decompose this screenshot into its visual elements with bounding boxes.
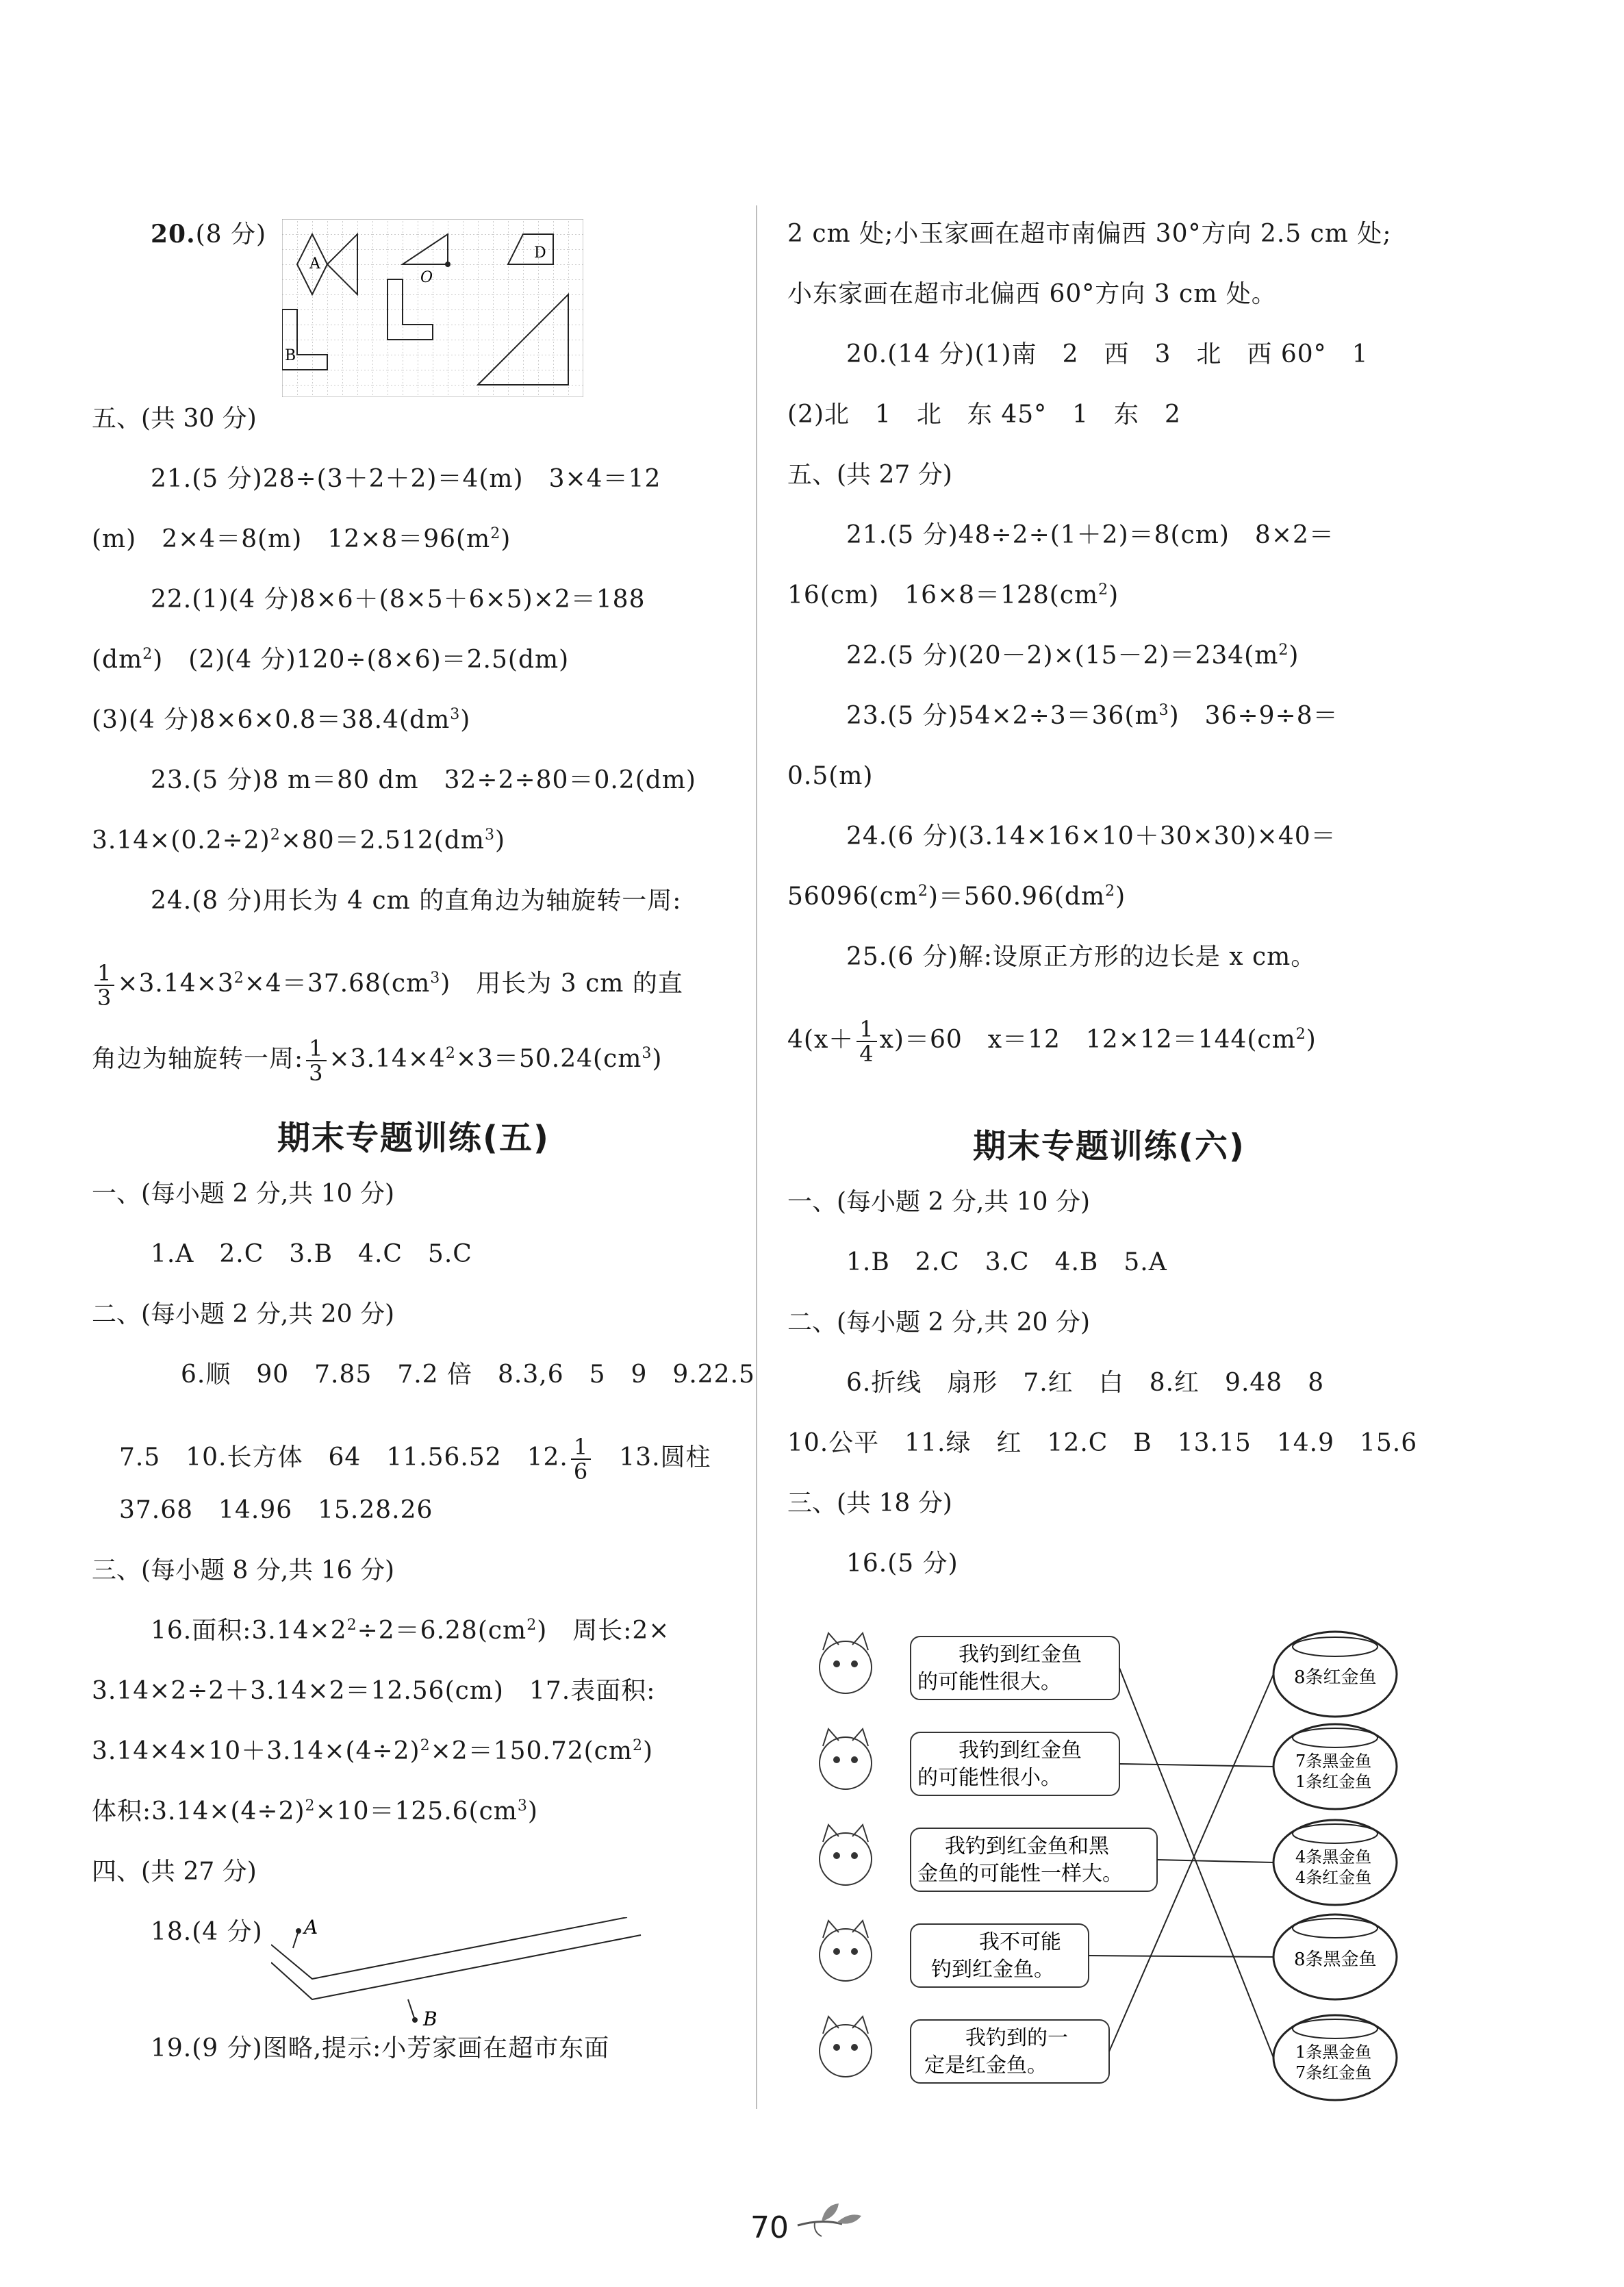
q20-row — [92, 219, 735, 404]
bowl-4 — [1273, 1915, 1397, 1999]
part-3-line2: 3.14×2÷2＋3.14×2＝12.56(cm) 17.表面积: — [92, 1677, 656, 1705]
fraction-one-quarter — [857, 1018, 876, 1065]
bowl-2-text1: 7条黑金鱼 — [1295, 1752, 1372, 1771]
q20-number: 20. — [151, 220, 196, 249]
fraction-one-third — [94, 961, 114, 1009]
bowl-5-text2: 7条红金鱼 — [1295, 2063, 1372, 2082]
q24-e: ×3.14×4 — [329, 1045, 446, 1073]
bowl-5-text1: 1条黑金鱼 — [1295, 2043, 1372, 2062]
q21-line1: 21.(5 分)28÷(3＋2＋2)＝4(m) 3×4＝12 — [151, 465, 661, 493]
right-column — [787, 219, 1431, 1609]
bowl-3-text1: 4条黑金鱼 — [1295, 1847, 1372, 1867]
q20-label-B: B — [284, 347, 296, 364]
part-3-heading: 三、(每小题 8 分,共 16 分) — [92, 1556, 395, 1584]
bowl-3 — [1273, 1820, 1397, 1905]
q18-label-B: B — [423, 2008, 438, 2027]
q22-line1: 22.(1)(4 分)8×6＋(8×5＋6×5)×2＝188 — [151, 585, 646, 614]
r-q22-text: 22.(5 分)(20－2)×(15－2)＝234(m — [846, 642, 1279, 670]
bowl-1 — [1273, 1632, 1397, 1717]
r-q23-b: ) 36÷9÷8＝ — [1169, 702, 1338, 730]
bowl-2-text2: 1条红金鱼 — [1295, 1772, 1372, 1791]
q22-part2: ) (2)(4 分)120÷(8×6)＝2.5(dm) — [153, 646, 570, 674]
r-part-2-line2: 10.公平 11.绿 红 12.C B 13.15 14.9 15.6 — [787, 1429, 1418, 1457]
q21-line2: (m) 2×4＝8(m) $12\times 8=96(m^2)$ — [92, 525, 511, 553]
r-q25-a: 4(x＋ — [787, 1026, 854, 1054]
bowl-1-text: 8条红金鱼 — [1294, 1667, 1377, 1688]
p3-g: ×10＝125.6(cm — [315, 1797, 518, 1825]
left-column — [92, 219, 755, 2094]
r-q16: 16.(5 分) — [846, 1550, 959, 1578]
speech-1-line1: 我钓到红金鱼 — [959, 1643, 1082, 1667]
kitten-row-5 — [820, 2017, 1109, 2083]
r-q21-1: 21.(5 分)48÷2÷(1＋2)＝8(cm) 8×2＝ — [846, 521, 1334, 549]
speech-4-line1: 我不可能 — [979, 1930, 1061, 1954]
r-q24-1: 24.(6 分)(3.14×16×10＋30×30)×40＝ — [846, 822, 1336, 850]
part-4-heading: 四、(共 27 分) — [92, 1858, 257, 1886]
q22-line3: (3)(4 分)$8\times 6\times 0.8=38.4(dm^3)$ — [92, 706, 471, 734]
column-divider — [756, 205, 757, 2109]
r-q24-b: )＝560.96(dm — [928, 883, 1106, 911]
frac-num: 1 — [306, 1037, 326, 1061]
q22-unit: (dm — [92, 646, 143, 674]
bowl-4-text: 8条黑金鱼 — [1294, 1949, 1377, 1970]
page-number: 70 — [750, 2210, 789, 2245]
section-title-5: 期末专题训练(五) — [277, 1119, 550, 1157]
r-part-2-line1: 6.折线 扇形 7.红 白 8.红 9.48 8 — [846, 1369, 1325, 1397]
r-q23-1: 23.(5 分)$54\times 2\div 3=36(m^3)$ 36÷9÷8＝ — [846, 702, 1338, 730]
r-q22: 22.(5 分)$(20-2)\times(15-2)=234(m^2)$ — [846, 642, 1299, 670]
section-title-6: 期末专题训练(六) — [973, 1127, 1245, 1165]
bowl-5 — [1273, 2015, 1397, 2100]
q22-line2: $(dm^2)$ (2)(4 分)120÷(8×6)＝2.5(dm) — [92, 646, 570, 674]
fraction-one-third-2 — [306, 1037, 326, 1085]
kitten-row-1 — [820, 1633, 1119, 1700]
q23-a: 3.14×(0.2÷2) — [92, 826, 270, 855]
r-q25-2: 4(x＋ $\frac{1}{4}$ x)＝60 x＝12 $12\times 12=144(cm^2)$ — [787, 1016, 1317, 1067]
r-q21-text: 16(cm) 16×8＝128(cm — [787, 581, 1099, 609]
part-1-answers: 1.A 2.C 3.B 4.C 5.C — [151, 1240, 472, 1268]
kitten-row-3 — [820, 1825, 1157, 1891]
r-q23-a: 23.(5 分)54×2÷3＝36(m — [846, 702, 1159, 730]
p3-f: 体积:3.14×(4÷2) — [92, 1797, 305, 1825]
speech-1-line2: 的可能性很大。 — [917, 1670, 1061, 1694]
r-part-1-answers: 1.B 2.C 3.C 4.B 5.A — [846, 1248, 1167, 1276]
frac-num: 1 — [571, 1435, 591, 1460]
q20-points: (8 分) — [195, 220, 267, 249]
speech-3-line1: 我钓到红金鱼和黑 — [945, 1834, 1109, 1858]
bowl-2 — [1273, 1724, 1397, 1809]
q20-grid-figure — [282, 219, 583, 397]
part-3-line1: 16.面积$:3.14\times 2^2\div 2=6.28(cm^2)$ 周长:2× — [151, 1617, 670, 1645]
part-2-heading: 二、(每小题 2 分,共 20 分) — [92, 1300, 395, 1328]
section-5-heading: 五、(共 30 分) — [92, 405, 257, 433]
q24-c: ) 用长为 3 cm 的直 — [440, 970, 683, 998]
q19-cont-2: 小东家画在超市北偏西 60°方向 3 cm 处。 — [787, 280, 1277, 308]
r-part-1-heading: 一、(每小题 2 分,共 10 分) — [787, 1188, 1091, 1216]
r-q24-2: $56096(cm^2)=560.96(dm^2)$ — [787, 883, 1126, 911]
q23-line2: $3.14\times(0.2\div 2)^2\times 80=2.512(dm^3)$ — [92, 826, 506, 855]
part-2-text2: 13.圆柱 — [619, 1443, 711, 1471]
speech-4-line2: 钓到红金鱼。 — [931, 1958, 1054, 1982]
q20-right-2: (2)北 1 北 东 45° 1 东 2 — [787, 401, 1181, 429]
p3-b: ÷2＝6.28(cm — [357, 1617, 527, 1645]
part-2-line2 — [92, 1420, 735, 1495]
r-q21-2: 16(cm) $16\times 8=128(cm^2)$ — [787, 581, 1119, 609]
part-3-line4: 体积$:3.14\times(4\div 2)^2\times 10=125.6(cm^3)$ — [92, 1797, 538, 1825]
frac-den: 4 — [859, 1041, 874, 1067]
frac-den: 6 — [573, 1458, 589, 1484]
part-2-line1: 6.顺 90 7.85 7.2 倍 8.3,6 5 9 9.22.5 — [181, 1361, 755, 1389]
p3-d: 3.14×4×10＋3.14×(4÷2) — [92, 1737, 420, 1765]
p3-c: ) 周长:2× — [537, 1617, 670, 1645]
q23-b: ×80＝2.512(dm — [280, 826, 485, 855]
kitten-row-2 — [820, 1729, 1119, 1795]
q18-figure — [271, 1917, 655, 2027]
q19-line: 19.(9 分)图略,提示:小芳家画在超市东面 — [151, 2034, 610, 2062]
q24-d: 角边为轴旋转一周: — [92, 1045, 304, 1073]
q24-line1: 24.(8 分)用长为 4 cm 的直角边为轴旋转一周: — [151, 887, 682, 915]
q19-cont-1: 2 cm 处;小玉家画在超市南偏西 30°方向 2.5 cm 处; — [787, 220, 1392, 248]
r-q25-1: 25.(6 分)解:设原正方形的边长是 x cm。 — [846, 943, 1317, 971]
bowl-3-text2: 4条红金鱼 — [1295, 1868, 1372, 1887]
q20-label-D: D — [533, 244, 547, 262]
q24-f: ×3＝50.24(cm — [455, 1045, 642, 1073]
speech-5-line2: 定是红金鱼。 — [924, 2054, 1048, 2077]
speech-2-line2: 的可能性很小。 — [917, 1766, 1061, 1790]
r-q25-b: x)＝60 x＝12 12×12＝144(cm — [879, 1026, 1296, 1054]
frac-den: 3 — [97, 985, 112, 1011]
q18-label-A: A — [304, 1917, 319, 1938]
q24-line2: $\frac{1}{3}$ $\times 3.14\times 3^2\times 4=37.68(cm^3)$ 用长为 3 cm 的直 — [92, 946, 735, 1022]
q23-line1: 23.(5 分)8 m＝80 dm 32÷2÷80＝0.2(dm) — [151, 766, 696, 794]
p3-a: 16.面积:3.14×2 — [151, 1617, 347, 1645]
q20-label-O: O — [420, 269, 433, 286]
q24-a: ×3.14×3 — [117, 970, 234, 998]
frac-num: 1 — [94, 961, 114, 986]
q18-number: 18.(4 分) — [151, 1918, 263, 1946]
speech-5-line1: 我钓到的一 — [965, 2026, 1068, 2050]
q24-line3: 角边为轴旋转一周: $\frac{1}{3}$ $\times 3.14\times 4^2\times 3=50.24(cm^3)$ — [92, 1035, 663, 1086]
p3-e: ×2＝150.72(cm — [430, 1737, 633, 1765]
q18-row — [92, 1917, 735, 2034]
fraction-one-sixth — [571, 1435, 591, 1483]
part-3-line3: $3.14\times 4\times 10+3.14\times(4\div 2)^2\times 2=150.72(cm^2)$ — [92, 1737, 654, 1765]
r-part-3-heading: 三、(共 18 分) — [787, 1489, 952, 1517]
q22-part3: (3)(4 分)8×6×0.8＝38.4(dm — [92, 706, 451, 734]
r-q23-2: 0.5(m) — [787, 762, 874, 790]
q20-right-1: 20.(14 分)(1)南 2 西 3 北 西 60° 1 — [846, 340, 1369, 368]
r-q24-a: 56096(cm — [787, 883, 918, 911]
part-2-text: 7.5 10.长方体 64 11.56.52 12. — [119, 1443, 568, 1471]
q24-b: ×4＝37.68(cm — [244, 970, 431, 998]
r-part-2-heading: 二、(每小题 2 分,共 20 分) — [787, 1309, 1091, 1337]
leaf-ornament-icon — [794, 2198, 870, 2239]
frac-num: 1 — [857, 1018, 876, 1042]
q20-label-A: A — [309, 255, 321, 273]
part-2-line3: 37.68 14.96 15.28.26 — [119, 1496, 433, 1524]
speech-3-line2: 金鱼的可能性一样大。 — [917, 1862, 1123, 1886]
q21-text: (m) 2×4＝8(m) 12×8＝96(m — [92, 525, 491, 553]
fishing-match-figure — [808, 1630, 1410, 2123]
speech-2-line1: 我钓到红金鱼 — [959, 1739, 1082, 1762]
frac-den: 3 — [309, 1060, 324, 1086]
kitten-row-4 — [820, 1921, 1089, 1987]
right-section-5: 五、(共 27 分) — [787, 461, 952, 489]
part-1-heading: 一、(每小题 2 分,共 10 分) — [92, 1180, 395, 1208]
